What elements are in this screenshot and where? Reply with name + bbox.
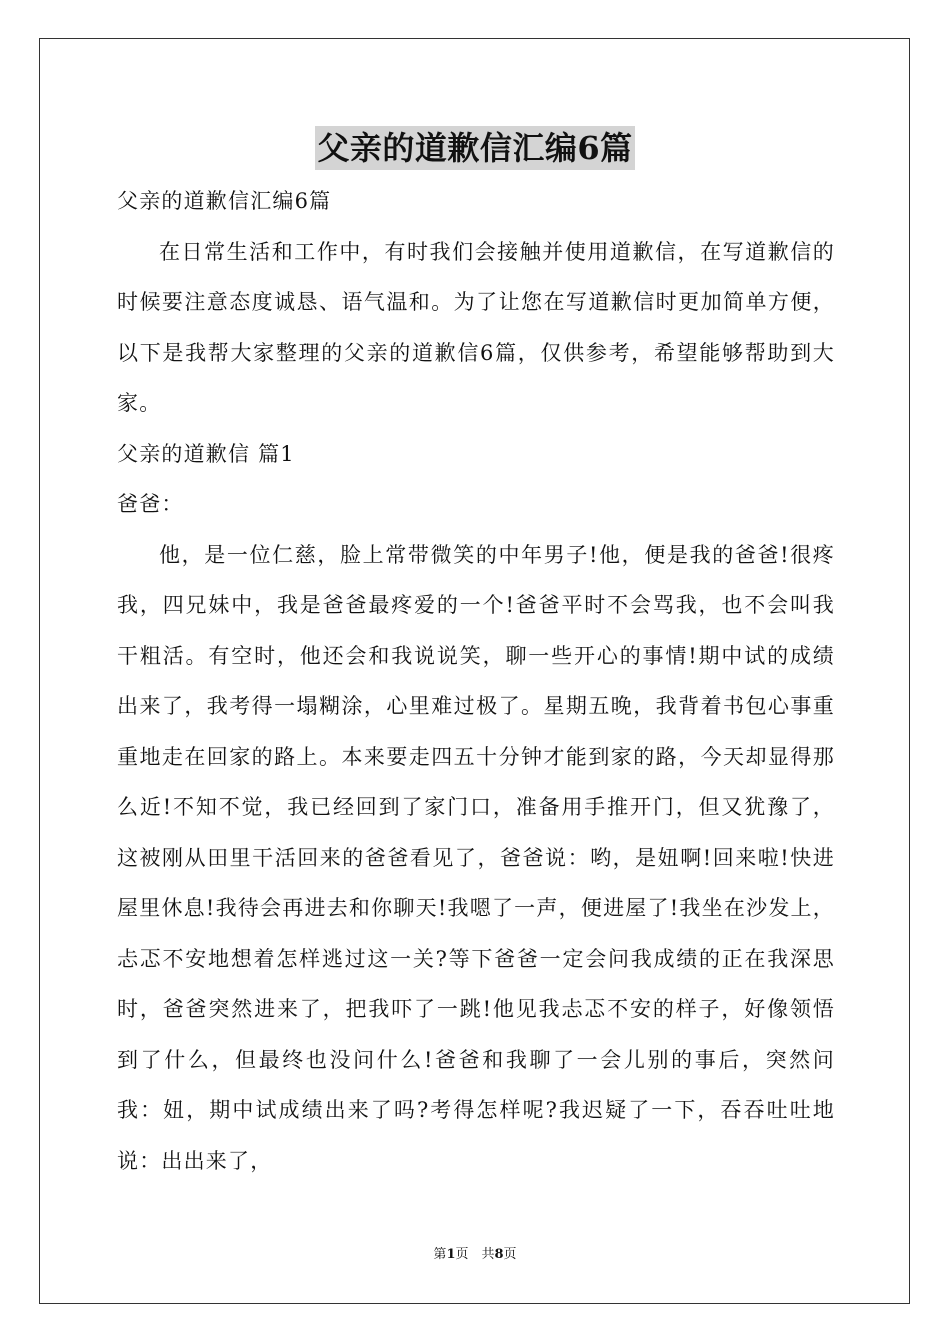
page-total: 8 xyxy=(494,1247,504,1262)
document-content xyxy=(117,176,835,1186)
page-current: 1 xyxy=(446,1247,456,1262)
document-subtitle: 父亲的道歉信汇编6篇 xyxy=(117,189,332,213)
body-paragraph: 他，是一位仁慈，脸上常带微笑的中年男子!他，便是我的爸爸!很疼我，四兄妹中，我是爸爸最疼爱的一个!爸爸平时不会骂我，也不会叫我干粗活。有空时，他还会和我说说笑，聊一些开心的事情!期中试的成绩出来了，我考得一塌糊涂，心里难过极了。星期五晚，我背着书包心事重重地走在回家的路上。本来要走四五十分钟才能到家的路，今天却显得那么近!不知不觉，我已经回到了家门口，准备用手推开门，但又犹豫了，这被刚从田里干活回来的爸爸看见了，爸爸说：哟，是妞啊!回来啦!快进屋里休息!我待会再进去和你聊天!我嗯了一声，便进屋了!我坐在沙发上，忐忑不安地想着怎样逃过这一关?等下爸爸一定会问我成绩的正在我深思时，爸爸突然进来了，把我吓了一跳!他见我忐忑不安的样子，好像领悟到了什么，但最终也没问什么!爸爸和我聊了一会儿别的事后，突然问我：妞，期中试成绩出来了吗?考得怎样呢?我迟疑了一下，吞吞吐吐地说：出出来了， xyxy=(117,542,835,1173)
page-suffix: 页 xyxy=(503,1247,517,1262)
intro-paragraph: 在日常生活和工作中，有时我们会接触并使用道歉信，在写道歉信的时候要注意态度诚恳、语气温和。为了让您在写道歉信时更加简单方便，以下是我帮大家整理的父亲的道歉信6篇，仅供参考，希望能够帮助到大家。 xyxy=(117,239,835,415)
page-footer xyxy=(0,1246,950,1264)
title-wrap xyxy=(0,126,950,170)
page-mid: 页 共 xyxy=(455,1247,495,1262)
section-heading: 父亲的道歉信 篇1 xyxy=(117,441,295,466)
page-prefix: 第 xyxy=(433,1247,447,1262)
salutation: 爸爸： xyxy=(117,492,184,516)
document-title: 父亲的道歉信汇编6篇 xyxy=(315,126,634,170)
